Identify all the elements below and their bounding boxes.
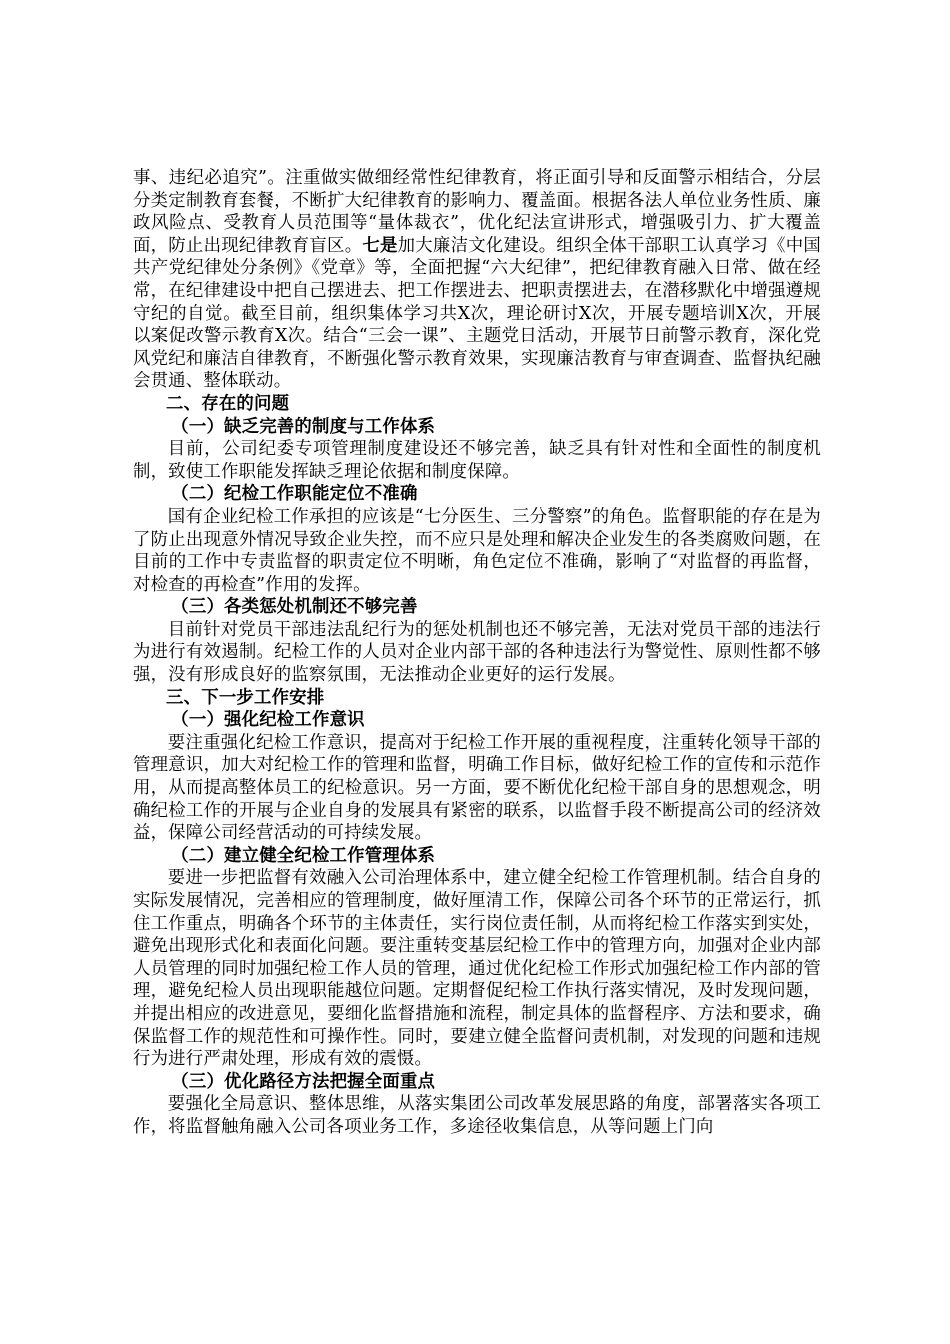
paragraph-text: 事、违纪必追究”。注重做实做细经常性纪律教育，将正面引导和反面警示相结合，分层分类定制教育套餐，不断扩大纪律教育的影响力、覆盖面。根据各法人单位业务性质、廉政风险点、受教育人员范围等“量体裁衣”，优化纪法宣讲形式，增强吸引力、扩大覆盖面，防止出现纪律教育盲区。 (133, 168, 821, 256)
subheading-step-3: （三）优化路径方法把握全面重点 (171, 1071, 436, 1092)
paragraph-text: 加大廉洁文化建设。组织全体干部职工认真学习《中国共产党纪律处分条例》《党章》等，全面把握“六大纪律”，把纪律教育融入日常、做在经常，在纪律建设中把自己摆进去、把工作摆进去、把职责摆进去，在潜移默化中增强遵规守纪的自觉。截至目前，组织集体学习共X次，理论研讨X次，开展专题培训X次，开展以案促改警示教育X次。结合“三会一课”、主题党日活动，开展节日前警示教育，深化党风党纪和廉洁自律教育，不断强化警示教育效果，实现廉洁教育与审查调查、监督执纪融会贯通、整体联动。 (133, 235, 821, 392)
paragraph-discipline-education (133, 167, 821, 393)
subheading-problem-2: （二）纪检工作职能定位不准确 (171, 484, 418, 505)
section-heading-next-steps: 三、下一步工作安排 (166, 687, 325, 708)
document-page (133, 167, 821, 1139)
item-marker-seven: 七是 (362, 235, 398, 256)
paragraph-step-2: 要进一步把监督有效融入公司治理体系中，建立健全纪检工作管理机制。结合自身的实际发展情况，完善相应的管理制度，做好厘清工作，保障公司各个环节的正常运行，抓住工作重点，明确各个环节的主体责任，实行岗位责任制，从而将纪检工作落实到实处，避免出现形式化和表面化问题。要注重转变基层纪检工作中的管理方向，加强对企业内部人员管理的同时加强纪检工作人员的管理，通过优化纪检工作形式加强纪检工作内部的管理，避免纪检人员出现职能越位问题。定期督促纪检工作执行落实情况，及时发现问题，并提出相应的改进意见，要细化监督措施和流程，制定具体的监督程序、方法和要求，确保监督工作的规范性和可操作性。同时，要建立健全监督问责机制，对发现的问题和违规行为进行严肃处理，形成有效的震慑。 (133, 868, 821, 1070)
section-heading-problems: 二、存在的问题 (166, 393, 290, 414)
subheading-problem-3: （三）各类惩处机制还不够完善 (171, 597, 418, 618)
subheading-step-1: （一）强化纪检工作意识 (171, 710, 365, 731)
subheading-problem-1: （一）缺乏完善的制度与工作体系 (171, 416, 436, 437)
paragraph-problem-1: 目前，公司纪委专项管理制度建设还不够完善，缺乏具有针对性和全面性的制度机制，致使工作职能发挥缺乏理论依据和制度保障。 (133, 439, 821, 482)
subheading-step-2: （二）建立健全纪检工作管理体系 (171, 845, 436, 866)
paragraph-step-3: 要强化全局意识、整体思维，从落实集团公司改革发展思路的角度，部署落实各项工作，将监督触角融入公司各项业务工作，多途径收集信息，从等问题上门向 (133, 1094, 821, 1137)
paragraph-problem-3: 目前针对党员干部违法乱纪行为的惩处机制也还不够完善，无法对党员干部的违法行为进行有效遏制。纪检工作的人员对企业内部干部的各种违法行为警觉性、原则性都不够强，没有形成良好的监察氛围，无法推动企业更好的运行发展。 (133, 619, 821, 686)
paragraph-problem-2: 国有企业纪检工作承担的应该是“七分医生、三分警察”的角色。监督职能的存在是为了防止出现意外情况导致企业失控，而不应只是处理和解决企业发生的各类腐败问题，在目前的工作中专责监督的职责定位不明晰，角色定位不准确，影响了“对监督的再监督，对检查的再检查”作用的发挥。 (133, 506, 821, 595)
paragraph-step-1: 要注重强化纪检工作意识，提高对于纪检工作开展的重视程度，注重转化领导干部的管理意识，加大对纪检工作的管理和监督，明确工作目标，做好纪检工作的宣传和示范作用，从而提高整体员工的纪检意识。另一方面，要不断优化纪检干部自身的思想观念，明确纪检工作的开展与企业自身的发展具有紧密的联系，以监督手段不断提高公司的经济效益，保障公司经营活动的可持续发展。 (133, 732, 821, 844)
